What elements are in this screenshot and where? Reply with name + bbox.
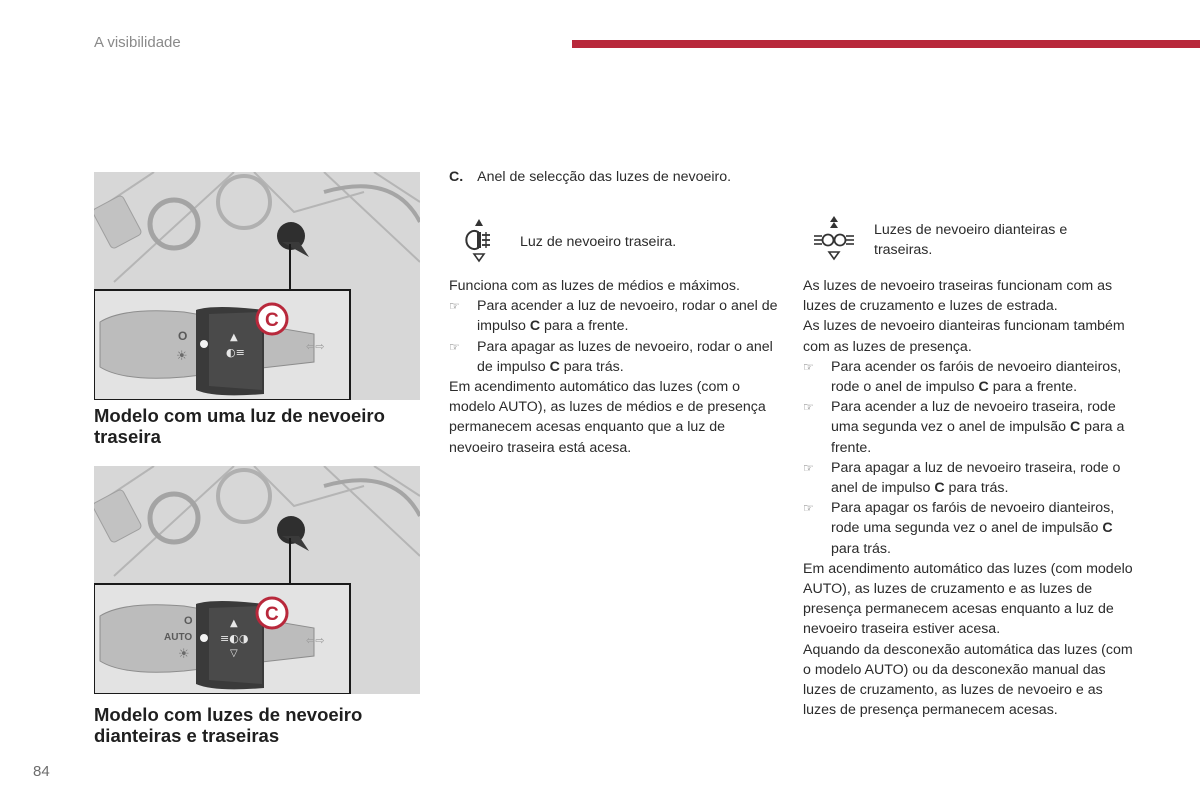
- illustration-front-rear-fog-model: [94, 466, 420, 694]
- control-ref-letter: C: [934, 480, 945, 497]
- intro-line: [449, 167, 789, 187]
- paragraph: As luzes de nevoeiro traseiras funcionam com as luzes de cruzamento e luzes de estrada.: [803, 278, 1113, 315]
- svg-text:▲: ▲: [230, 618, 238, 629]
- paragraph: Aquando da desconexão automática das luzes (com o modelo AUTO) ou da desconexão manual das luzes de cruzamento, as luzes de nevoeiro e as luzes de presença permanecem acesas.: [803, 641, 1133, 719]
- intro-text: Anel de selecção das luzes de nevoeiro.: [477, 169, 732, 185]
- bullet-text: Para acender os faróis de nevoeiro dianteiros, rode o anel de impulso: [831, 358, 1122, 396]
- bullet-item: [803, 458, 1133, 498]
- control-ref-letter: C: [549, 358, 560, 375]
- bullet-text: Para acender a luz de nevoeiro traseira, rode uma segunda vez o anel de impulsão: [831, 399, 1116, 436]
- front-and-rear-fog-lights-icon: [806, 212, 862, 268]
- bullet-item: [449, 296, 779, 336]
- section-title: A visibilidade: [94, 34, 181, 51]
- bullet-item: [803, 357, 1133, 397]
- svg-text:≡◐◑: ≡◐◑: [220, 632, 249, 645]
- pointing-hand-bullet-icon: ☞: [803, 501, 814, 516]
- paragraph: Funciona com as luzes de médios e máximos.: [449, 278, 740, 294]
- steering-column-illustration: [94, 466, 420, 694]
- front-rear-fog-legend: [806, 212, 1094, 268]
- callout-letter: C: [265, 310, 279, 331]
- pointing-hand-bullet-icon: ☞: [803, 400, 814, 415]
- control-ref-letter: C: [529, 318, 541, 335]
- control-ref-letter: C: [1102, 520, 1113, 537]
- intro-letter: C.: [449, 169, 464, 185]
- bullet-text: para a frente.: [540, 318, 629, 335]
- paragraph: As luzes de nevoeiro dianteiras funcionam também com as luzes de presença.: [803, 318, 1125, 355]
- rear-fog-legend: [452, 214, 676, 270]
- pointing-hand-bullet-icon: ☞: [803, 359, 814, 374]
- bullet-text: Para apagar as luzes de nevoeiro, rodar o anel de impulso: [477, 338, 773, 375]
- switch-symbol: ☀: [178, 647, 190, 662]
- front-rear-fog-label: Luzes de nevoeiro dianteiras e traseiras.: [874, 221, 1068, 258]
- illustration-caption: Modelo com luzes de nevoeiro dianteiras e traseiras: [94, 704, 363, 746]
- switch-symbol: ☀: [176, 349, 188, 364]
- header-accent-bar: [572, 40, 1200, 48]
- pointing-hand-bullet-icon: ☞: [449, 339, 460, 354]
- bullet-text: Para acender a luz de nevoeiro, rodar o anel de impulso: [477, 298, 778, 335]
- pointing-hand-bullet-icon: ☞: [803, 460, 814, 475]
- bullet-text: para a frente.: [988, 379, 1078, 396]
- svg-text:▲: ▲: [230, 332, 238, 343]
- svg-text:⇦⇨: ⇦⇨: [306, 340, 325, 353]
- illustration-rear-fog-model: [94, 172, 420, 400]
- switch-symbol: O: [178, 329, 188, 343]
- control-ref-letter: C: [1069, 419, 1081, 436]
- illustration-caption: Modelo com uma luz de nevoeiro traseira: [94, 405, 385, 447]
- bullet-item: [803, 397, 1133, 458]
- rear-fog-instructions: [449, 276, 779, 458]
- svg-text:▽: ▽: [230, 648, 238, 659]
- bullet-item: [803, 498, 1133, 559]
- pointing-hand-bullet-icon: ☞: [449, 299, 460, 314]
- rear-fog-label: Luz de nevoeiro traseira.: [520, 233, 677, 250]
- bullet-text: Para apagar a luz de nevoeiro traseira, rode o anel de impulso: [831, 459, 1121, 497]
- bullet-text: para trás.: [944, 480, 1009, 497]
- steering-column-illustration: [94, 172, 420, 400]
- control-ref-letter: C: [978, 379, 989, 396]
- switch-symbol: O: [184, 615, 193, 627]
- bullet-text: para trás.: [831, 540, 891, 557]
- svg-text:⇦⇨: ⇦⇨: [306, 634, 325, 647]
- front-rear-fog-instructions: [803, 276, 1133, 720]
- callout-letter: C: [265, 604, 279, 625]
- bullet-text: para a frente.: [831, 419, 1125, 456]
- bullet-text: para trás.: [559, 358, 624, 375]
- svg-text:◐≡: ◐≡: [226, 346, 245, 359]
- switch-symbol: AUTO: [164, 632, 193, 643]
- paragraph: Em acendimento automático das luzes (com modelo AUTO), as luzes de cruzamento e as luzes de presença permanecem acesas enquanto a luz de nevoeiro traseira estiver acesa.: [803, 560, 1133, 638]
- paragraph: Em acendimento automático das luzes (com o modelo AUTO), as luzes de médios e de presença permanecem acesas enquanto que a luz de nevoeiro traseira está acesa.: [449, 379, 766, 456]
- rear-fog-light-icon: [452, 214, 508, 270]
- page-number: 84: [33, 763, 50, 780]
- bullet-item: [449, 337, 779, 377]
- bullet-text: Para apagar os faróis de nevoeiro dianteiros, rode uma segunda vez o anel de impulsão: [831, 500, 1115, 537]
